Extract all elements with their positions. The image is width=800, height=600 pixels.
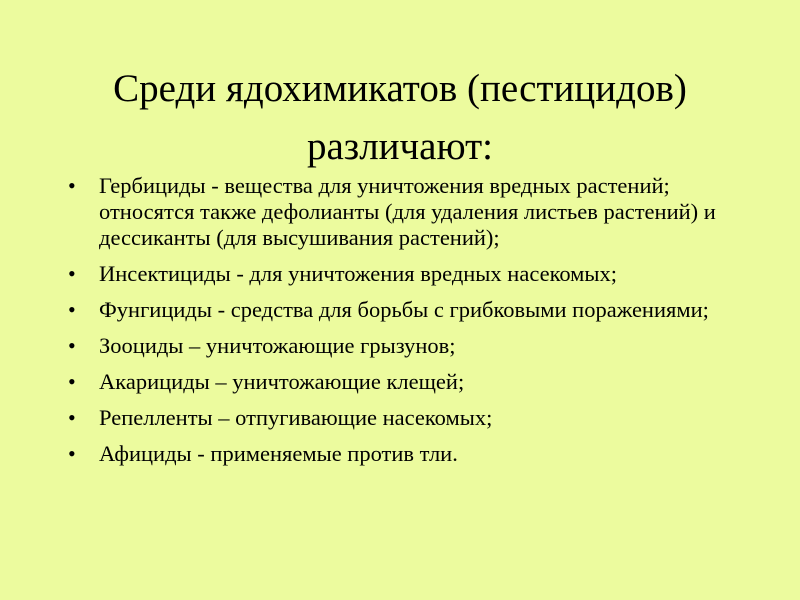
bullet-text: Репелленты – отпугивающие насекомых; — [99, 405, 493, 430]
bullet-icon: • — [68, 405, 76, 430]
bullet-text: Гербициды - вещества для уничтожения вредных растений; относятся также дефолианты (для удаления листьев растений) и дессиканты (для высушивания растений); — [99, 173, 716, 250]
bullet-text: Акарициды – уничтожающие клещей; — [99, 369, 465, 394]
bullet-item-herbicides — [68, 173, 728, 251]
bullet-icon: • — [68, 441, 76, 466]
slide-title-line-1: Среди ядохимикатов (пестицидов) — [113, 67, 687, 110]
bullet-icon: • — [68, 333, 76, 358]
bullet-text: Афициды - применяемые против тли. — [99, 441, 458, 466]
bullet-icon: • — [68, 173, 76, 198]
bullet-text: Инсектициды - для уничтожения вредных насекомых; — [99, 261, 618, 286]
bullet-text: Зооциды – уничтожающие грызунов; — [99, 333, 456, 358]
bullet-icon: • — [68, 297, 76, 322]
slide-title — [40, 60, 760, 176]
bullet-list — [68, 173, 728, 477]
bullet-item-repellents — [68, 405, 728, 431]
bullet-icon: • — [68, 369, 76, 394]
bullet-item-aphicides — [68, 441, 728, 467]
bullet-text: Фунгициды - средства для борьбы с грибковыми поражениями; — [99, 297, 709, 322]
bullet-icon: • — [68, 261, 76, 286]
slide-title-line-2: различают: — [307, 125, 493, 168]
bullet-item-insecticides — [68, 261, 728, 287]
bullet-item-zoocides — [68, 333, 728, 359]
bullet-item-fungicides — [68, 297, 728, 323]
bullet-item-acaricides — [68, 369, 728, 395]
